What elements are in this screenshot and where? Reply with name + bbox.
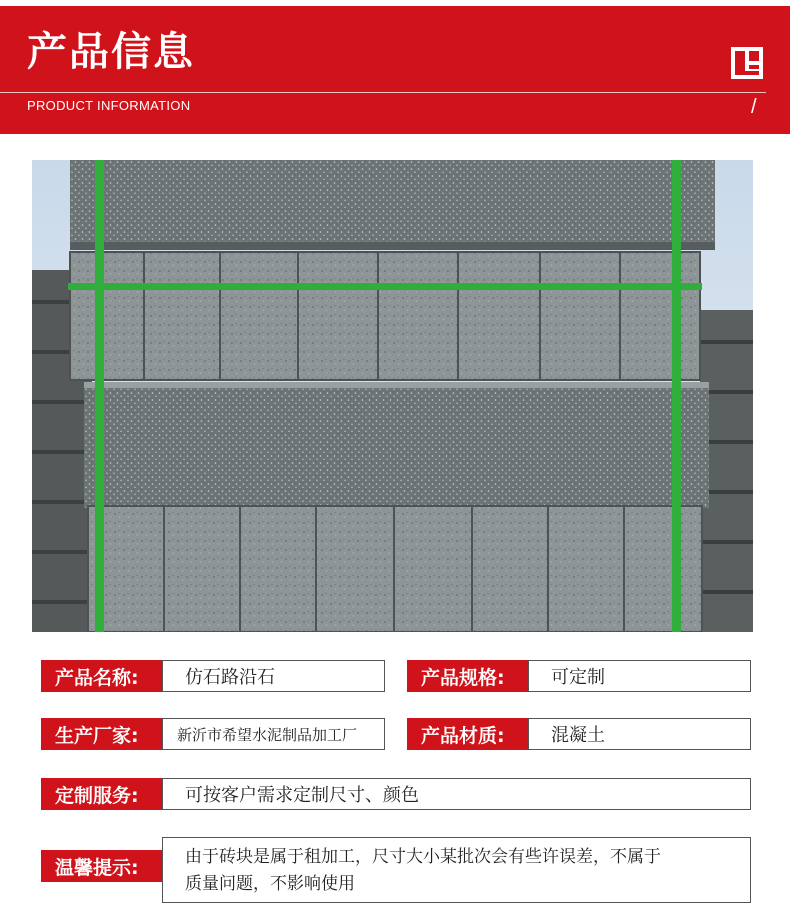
notice-label xyxy=(41,850,162,882)
header-slash: / xyxy=(751,96,757,118)
header-divider xyxy=(0,92,766,93)
product-name-value: 仿石路沿石 xyxy=(162,660,385,692)
notice-label-text: 温馨提示: xyxy=(55,856,139,879)
brand-logo-icon xyxy=(730,46,764,80)
custom-service-label-text: 定制服务: xyxy=(55,784,139,807)
material-label xyxy=(407,718,528,750)
product-spec-value: 可定制 xyxy=(528,660,751,692)
manufacturer-label-text: 生产厂家: xyxy=(55,724,139,747)
product-spec-label xyxy=(407,660,528,692)
page-title: 产品信息 xyxy=(27,29,195,75)
custom-service-value: 可按客户需求定制尺寸、颜色 xyxy=(162,778,751,810)
product-photo xyxy=(32,160,753,632)
material-label-text: 产品材质: xyxy=(421,724,505,747)
notice-value xyxy=(162,837,751,903)
custom-service-label xyxy=(41,778,162,810)
notice-line-2: 质量问题，不影响使用 xyxy=(185,874,355,894)
product-name-label-text: 产品名称: xyxy=(55,666,139,689)
manufacturer-value: 新沂市希望水泥制品加工厂 xyxy=(162,718,385,750)
header-banner xyxy=(0,6,790,134)
product-name-label xyxy=(41,660,162,692)
curb-stone-image xyxy=(32,160,753,632)
material-value: 混凝土 xyxy=(528,718,751,750)
page-subtitle: PRODUCT INFORMATION xyxy=(27,98,191,113)
notice-line-1: 由于砖块是属于租加工，尺寸大小某批次会有些许误差，不属于 xyxy=(185,847,661,867)
product-spec-label-text: 产品规格: xyxy=(421,666,505,689)
manufacturer-label xyxy=(41,718,162,750)
